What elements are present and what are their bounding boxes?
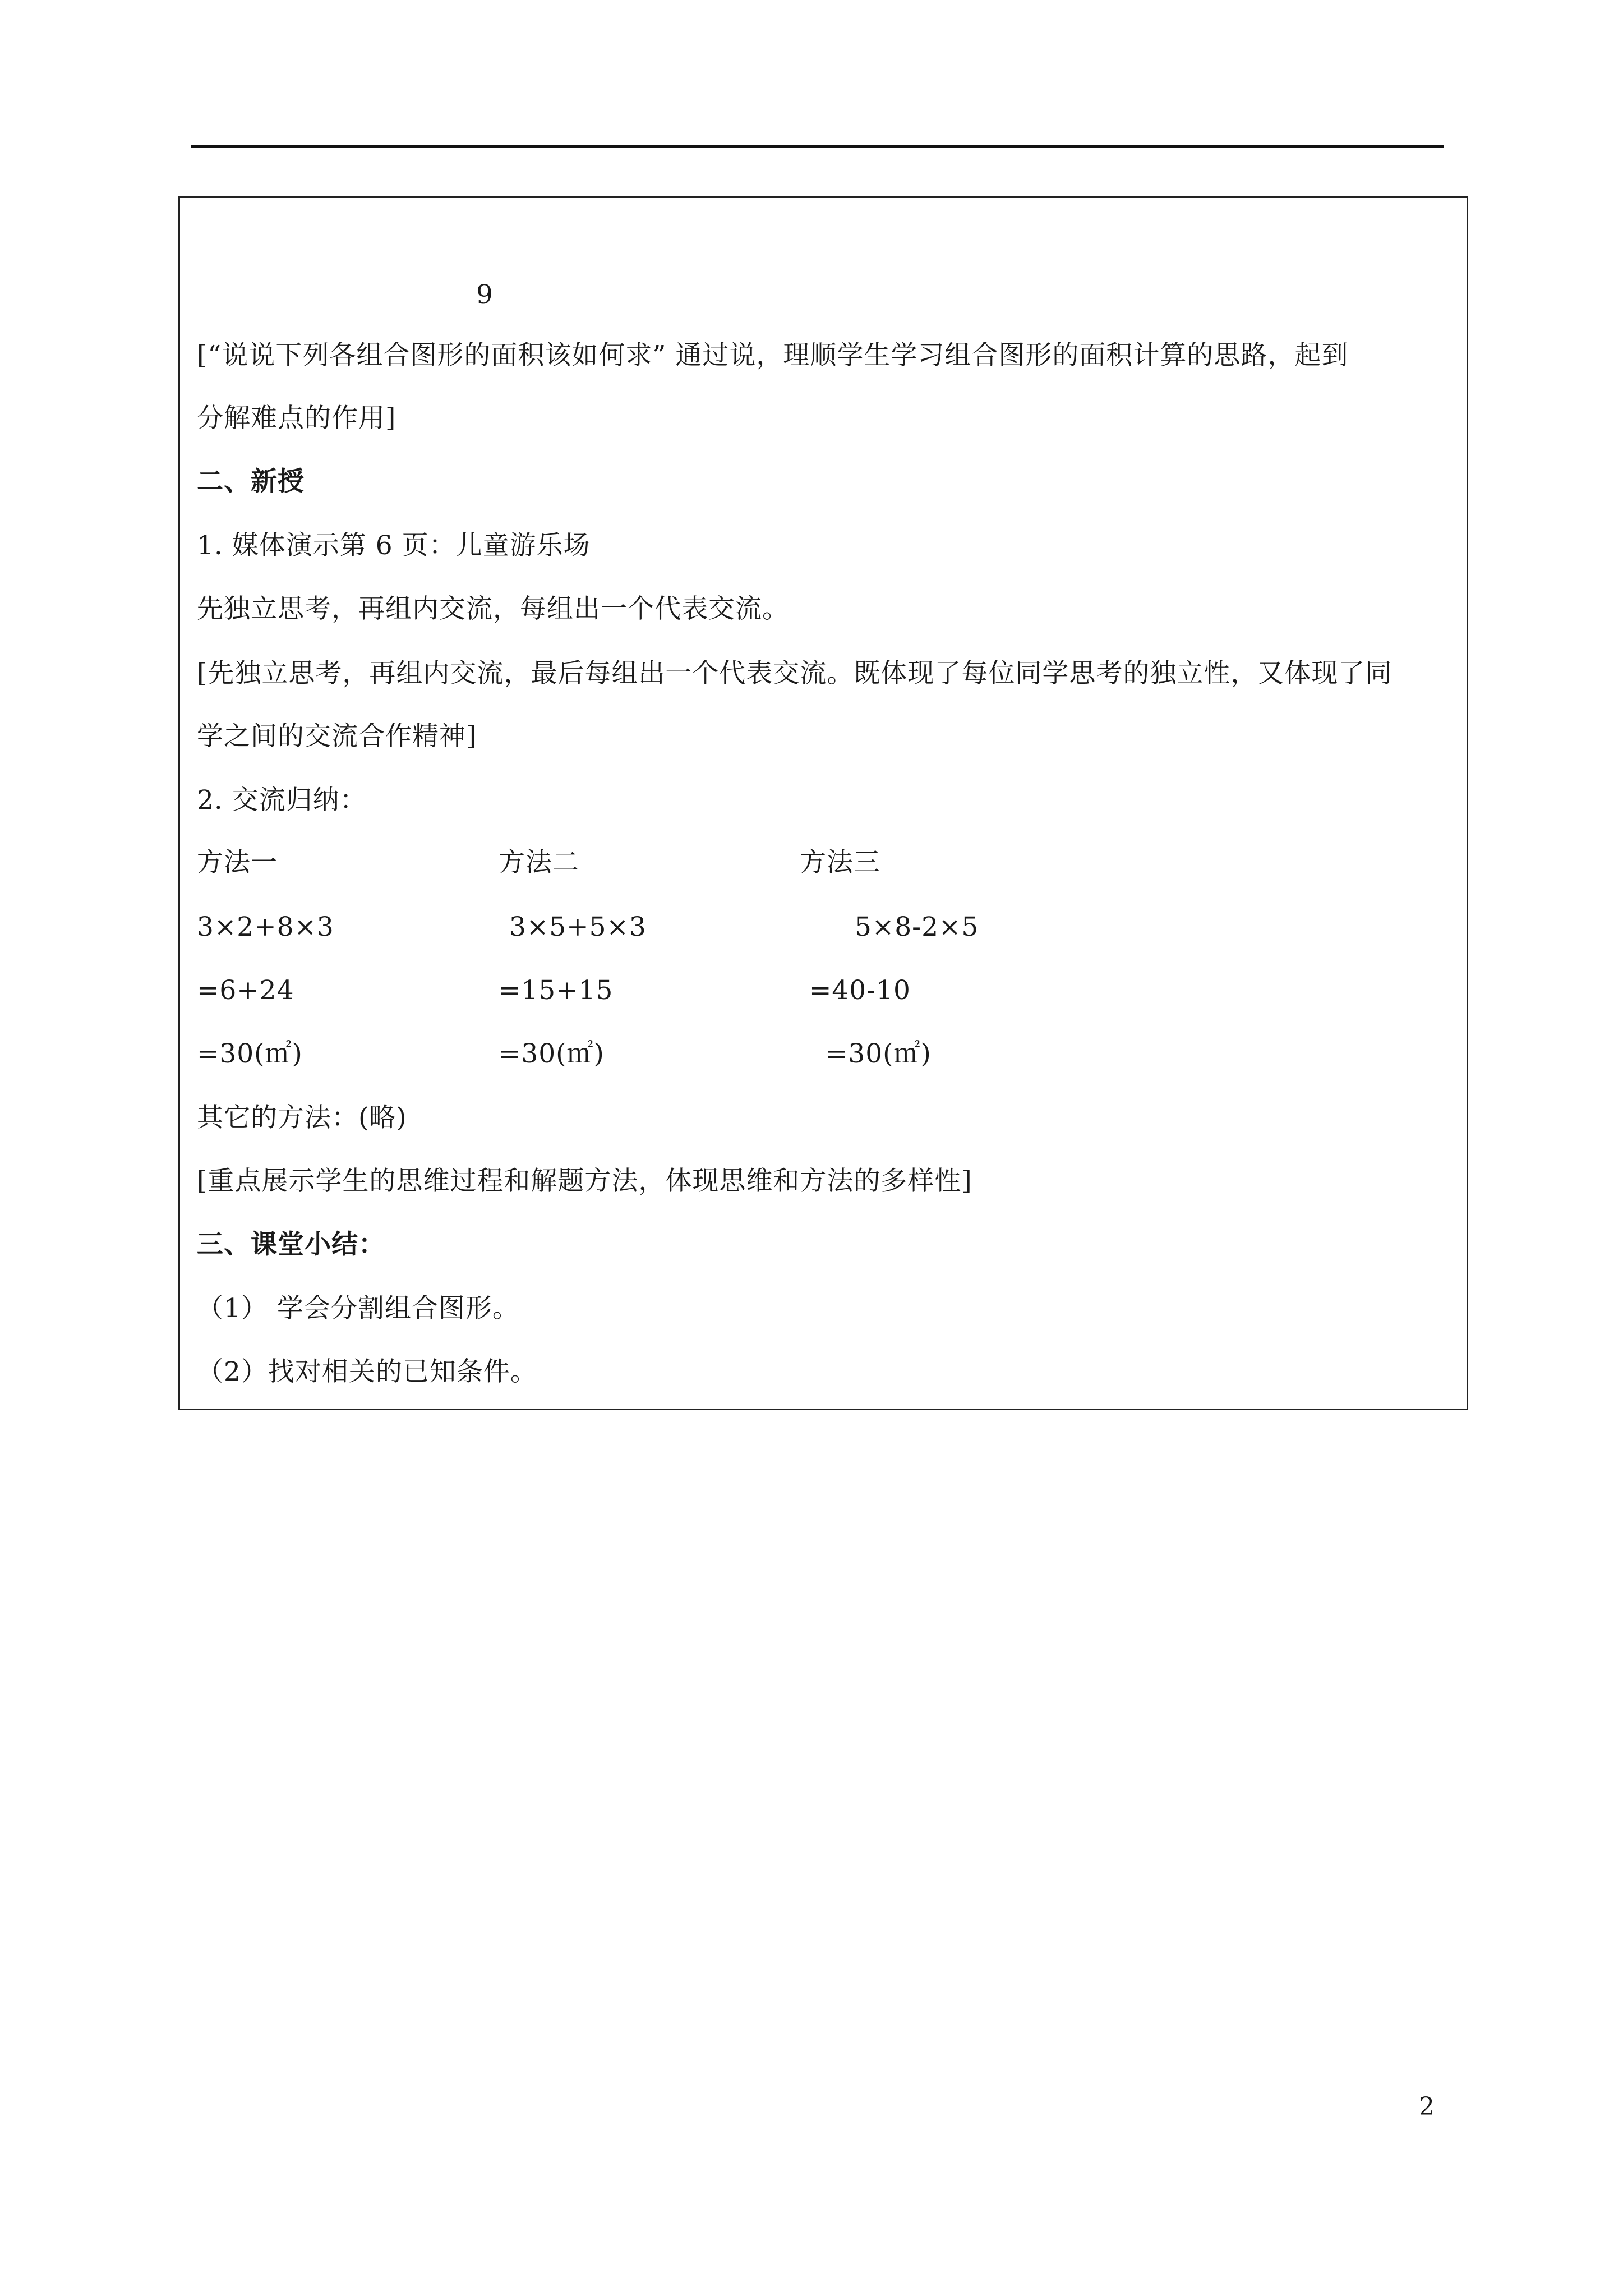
- method-3-title: 方法三: [800, 847, 880, 878]
- lesson-content-box: [178, 196, 1468, 1410]
- note-2-line-2: 学之间的交流合作精神]: [197, 721, 477, 752]
- method-1-step: =6+24: [197, 975, 294, 1006]
- note-2-line-1: [先独立思考，再组内交流，最后每组出一个代表交流。既体现了每位同学思考的独立性，又体现了同: [197, 658, 1393, 689]
- other-methods: 其它的方法：(略): [197, 1102, 407, 1133]
- header-rule: [191, 145, 1444, 148]
- method-2-title: 方法二: [499, 847, 579, 878]
- method-2-expression: 3×5+5×3: [509, 912, 647, 942]
- method-2-step: =15+15: [499, 975, 614, 1006]
- method-3-expression: 5×8-2×5: [855, 912, 979, 942]
- summary-item-1: （1） 学会分割组合图形。: [197, 1293, 519, 1324]
- section-3-heading: 三、课堂小结：: [197, 1229, 385, 1260]
- method-1-title: 方法一: [197, 847, 278, 878]
- method-1-expression: 3×2+8×3: [197, 912, 334, 942]
- figure-number: 9: [476, 279, 494, 310]
- step-2: 2. 交流归纳：: [197, 785, 367, 816]
- summary-item-2: （2）找对相关的已知条件。: [197, 1356, 537, 1387]
- method-1-result: =30(㎡): [197, 1038, 303, 1069]
- method-3-result: =30(㎡): [826, 1038, 932, 1069]
- note-1-line-2: 分解难点的作用]: [197, 403, 396, 434]
- method-3-step: =40-10: [809, 975, 911, 1006]
- page-number: 2: [1419, 2092, 1435, 2121]
- note-3: [重点展示学生的思维过程和解题方法，体现思维和方法的多样性]: [197, 1166, 972, 1197]
- step-1-instruction: 先独立思考，再组内交流，每组出一个代表交流。: [197, 593, 789, 624]
- section-2-heading: 二、新授: [197, 466, 305, 497]
- note-1-line-1: [“说说下列各组合图形的面积该如何求” 通过说，理顺学生学习组合图形的面积计算的思路，起到: [197, 340, 1349, 371]
- step-1: 1. 媒体演示第 6 页：儿童游乐场: [197, 530, 591, 561]
- method-2-result: =30(㎡): [499, 1038, 605, 1069]
